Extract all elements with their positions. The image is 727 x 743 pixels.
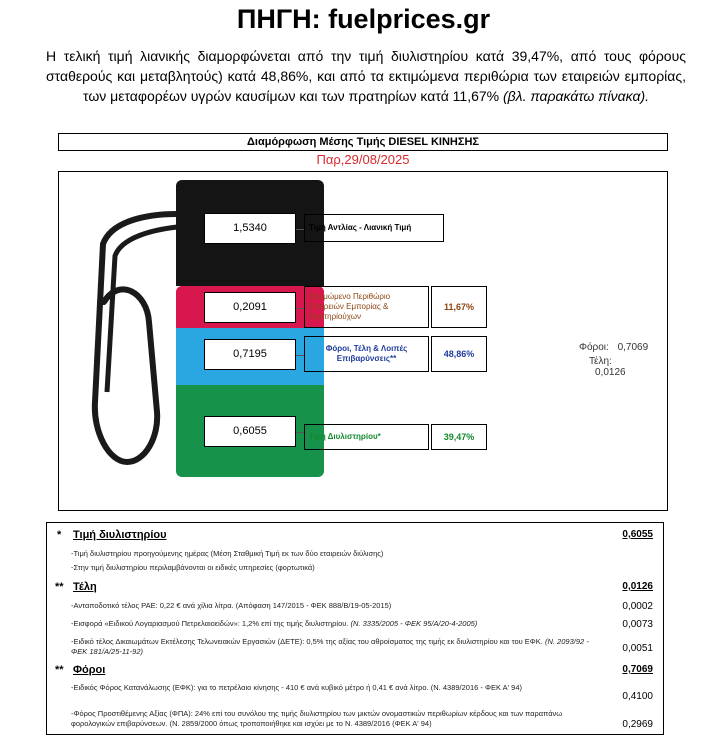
side-taxes-label: Φόροι: (579, 342, 609, 353)
margin-value: 0,2091 (204, 292, 296, 323)
fee-item-elp-value: 0,0073 (622, 619, 653, 630)
refinery-section-header (47, 529, 665, 545)
margin-label (304, 286, 429, 328)
taxes-section-value: 0,7069 (622, 664, 653, 675)
fee-item-rae (47, 601, 665, 615)
side-fees-value: 0,0126 (595, 367, 626, 378)
connector-line (296, 432, 304, 433)
retail-price-label (304, 214, 444, 242)
fee-item-elp-italic: (Ν. 3335/2005 - ΦΕΚ 95/Α/20-4-2005) (350, 619, 478, 628)
refinery-note-2: -Στην τιμή διυλιστηρίου περιλαμβάνονται οι ειδικές υπηρεσίες (φορτωτικά) (71, 563, 315, 572)
margin-percent: 11,67% (431, 286, 487, 328)
connector-line (296, 229, 304, 230)
fee-item-dete-value: 0,0051 (622, 643, 653, 654)
fees-section-value: 0,0126 (622, 581, 653, 592)
notes-table (46, 522, 664, 735)
taxes-section-header (47, 664, 665, 680)
taxes-label-text: Φόροι, Τέλη & Λοιπές Επιβαρύνσεις** (325, 344, 408, 363)
taxes-percent: 48,86% (431, 336, 487, 372)
tax-item-vat-text: -Φόρος Προστιθέμενης Αξίας (ΦΠΑ): 24% επί του συνόλου της τιμής διυλιστηρίου των μικτών ονομαστικών περιθωρίων κέρδους και των παραπάνω φορολογικών επιβαρύνσεων. (Ν. 2859/2000 όπως τροποποιήθηκε και ισχύει με το Ν. 4389/2016 (ΦΕΚ Α' 94) (71, 709, 563, 728)
connector-line (296, 308, 304, 309)
chart-title: Διαμόρφωση Μέσης Τιμής DIESEL ΚΙΝΗΣΗΣ (58, 133, 668, 151)
taxes-value: 0,7195 (204, 339, 296, 370)
side-taxes (579, 342, 651, 353)
tax-item-vat-value: 0,2969 (622, 719, 653, 730)
tax-item-vat (47, 709, 665, 733)
side-fees-label: Τέλη: (589, 356, 612, 367)
tax-item-efk (47, 683, 665, 707)
tax-item-efk-value: 0,4100 (622, 691, 653, 702)
retail-price-label-text: Τιμή Αντλίας - Λιανική Τιμή (309, 223, 412, 232)
intro-text (46, 46, 686, 106)
fee-item-rae-text: -Ανταποδοτικό τέλος ΡΑΕ: 0,22 € ανά χίλια λίτρα. (Απόφαση 147/2015 - ΦΕΚ 888/Β/19-05-2015) (71, 601, 392, 610)
refinery-marker: * (57, 529, 62, 541)
page-title: ΠΗΓΗ: fuelprices.gr (236, 4, 491, 34)
fee-item-elp (47, 619, 665, 633)
tax-item-efk-text: -Ειδικός Φόρος Κατανάλωσης (ΕΦΚ): για το πετρέλαιο κίνησης - 410 € ανά κυβικό μέτρο ή 0,41 € ανά λίτρο. (Ν. 4389/2016 - ΦΕΚ Α' 94) (71, 683, 522, 692)
fee-item-dete-italic: (Ν. 2093/92 - ΦΕΚ 181/Α/25-11-92) (71, 637, 589, 656)
fees-section-title: Τέλη (73, 581, 97, 593)
refinery-note-1: -Τιμή διυλιστηρίου προηγούμενης ημέρας (Μέση Σταθμική Τιμή εκ των δύο εταιρειών διύλισης) (71, 549, 384, 558)
refinery-section-title: Τιμή διυλιστηρίου (73, 529, 167, 541)
fee-item-dete-text: -Ειδικό τέλος Δικαιωμάτων Εκτέλεσης Τελωνειακών Εργασιών (ΔΕΤΕ): 0,5% της αξίας του αθροίσματος της τιμής εκ διυλιστηρίου και του ΕΦΚ. (71, 637, 545, 646)
connector-line (296, 355, 304, 356)
fee-item-elp-text: -Εισφορά «Ειδικού Λογαριασμού Πετρελαιοειδών»: 1,2% επί της τιμής διυλιστηρίου. (71, 619, 351, 628)
fee-item-dete (47, 637, 665, 661)
refinery-percent: 39,47% (431, 424, 487, 450)
refinery-label-text: Τιμή Διυλιστηρίου* (309, 432, 381, 441)
refinery-value: 0,6055 (204, 416, 296, 447)
retail-price-value: 1,5340 (204, 213, 296, 244)
taxes-label (304, 336, 429, 372)
price-breakdown-chart (58, 171, 668, 511)
intro-italic: (βλ. παρακάτω πίνακα). (499, 88, 649, 104)
fee-item-rae-value: 0,0002 (622, 601, 653, 612)
chart-date: Παρ,29/08/2025 (316, 152, 410, 167)
fees-marker: ** (55, 581, 64, 593)
margin-label-text: Εκτιμώμενο Περιθώριο Εταιρειών Εμπορίας & Πρατηρίούχων (309, 292, 391, 321)
refinery-label (304, 424, 429, 450)
side-taxes-value: 0,7069 (617, 342, 649, 353)
taxes-section-title: Φόροι (73, 664, 106, 676)
refinery-section-value: 0,6055 (622, 529, 653, 540)
side-fees (589, 356, 651, 378)
taxes-marker: ** (55, 664, 64, 676)
intro-main: Η τελική τιμή λιανικής διαμορφώνεται από την τιμή διυλιστηρίου κατά 39,47%, από τους φόρους σταθερούς και μεταβλητούς) κατά 48,86%, και από τα εκτιμώμενα περιθώρια των εταιρειών εμπορίας, των μεταφορέων υγρών καυσίμων και των πρατηρίων κατά 11,67% (46, 48, 686, 104)
fees-section-header (47, 581, 665, 597)
